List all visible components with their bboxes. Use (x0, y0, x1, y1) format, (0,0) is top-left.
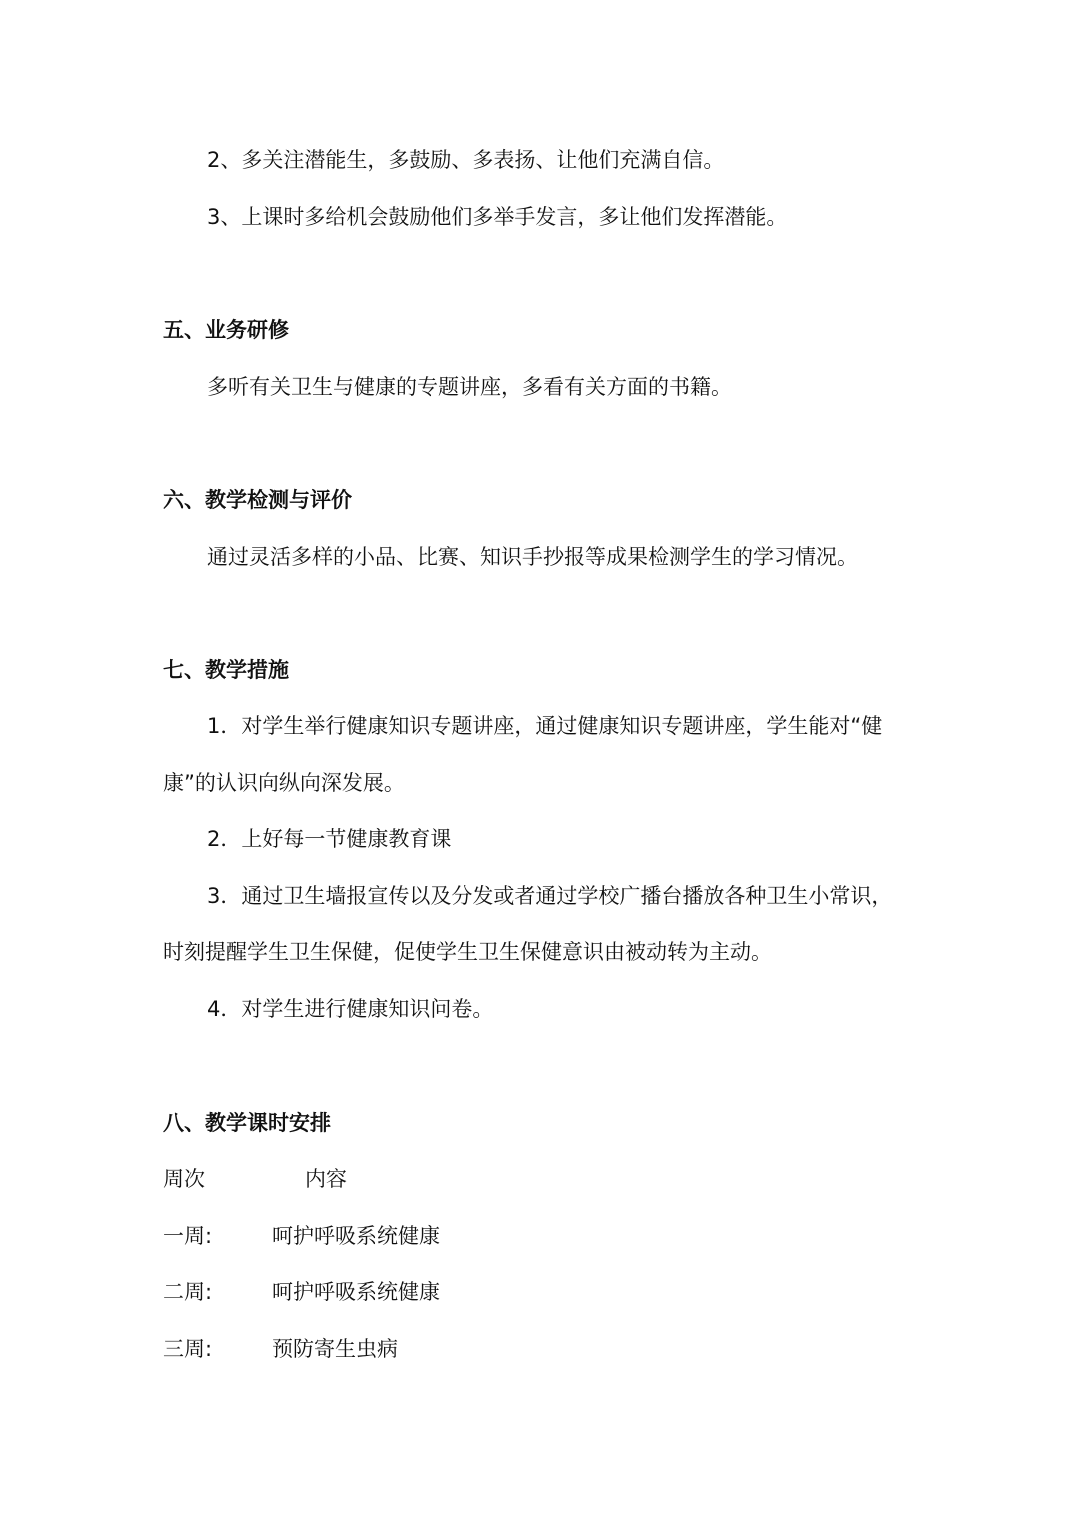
section-7-item-1-line-1: 1．对学生举行健康知识专题讲座，通过健康知识专题讲座，学生能对“健 (207, 714, 883, 738)
schedule-header-content: 内容 (305, 1167, 347, 1191)
section-7-item-2: 2．上好每一节健康教育课 (207, 827, 452, 851)
schedule-header-week: 周次 (163, 1167, 205, 1191)
schedule-content: 呵护呼吸系统健康 (272, 1280, 440, 1304)
section-heading-6: 六、教学检测与评价 (163, 488, 352, 512)
schedule-week: 二周: (163, 1280, 213, 1304)
section-5-body: 多听有关卫生与健康的专题讲座，多看有关方面的书籍。 (207, 375, 732, 399)
schedule-week: 一周: (163, 1224, 213, 1248)
schedule-content: 呵护呼吸系统健康 (272, 1224, 440, 1248)
schedule-content: 预防寄生虫病 (272, 1337, 398, 1361)
section-7-item-3-line-1: 3．通过卫生墙报宣传以及分发或者通过学校广播台播放各种卫生小常识， (207, 884, 893, 908)
section-heading-7: 七、教学措施 (163, 658, 289, 682)
measure-item-3: 3、上课时多给机会鼓励他们多举手发言，多让他们发挥潜能。 (207, 205, 788, 229)
section-heading-5: 五、业务研修 (163, 318, 289, 342)
section-6-body: 通过灵活多样的小品、比赛、知识手抄报等成果检测学生的学习情况。 (207, 545, 858, 569)
section-7-item-3-line-2: 时刻提醒学生卫生保健，促使学生卫生保健意识由被动转为主动。 (163, 940, 772, 964)
section-7-item-1-line-2: 康”的认识向纵向深发展。 (163, 771, 405, 795)
measure-item-2: 2、多关注潜能生，多鼓励、多表扬、让他们充满自信。 (207, 148, 725, 172)
section-7-item-4: 4．对学生进行健康知识问卷。 (207, 997, 494, 1021)
section-heading-8: 八、教学课时安排 (163, 1111, 331, 1135)
schedule-week: 三周: (163, 1337, 213, 1361)
